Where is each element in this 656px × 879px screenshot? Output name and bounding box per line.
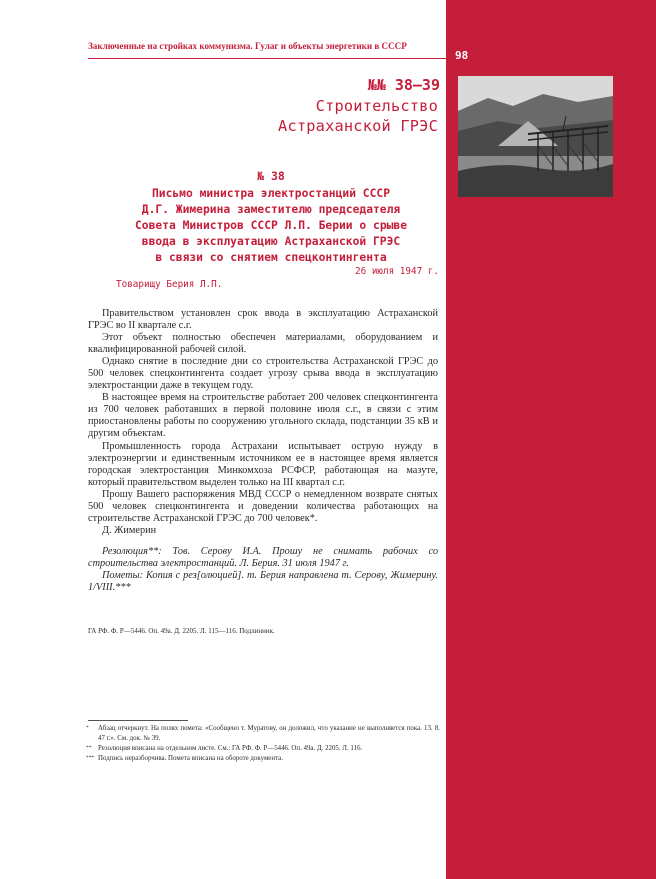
- document-number: № 38: [257, 169, 285, 183]
- running-header: Заключенные на стройках коммунизма. Гулаг и объекты энергетики в СССР: [88, 41, 407, 51]
- footnote-mark: ***: [86, 755, 95, 761]
- letter-body: [88, 308, 438, 594]
- footnote-mark: *: [86, 725, 89, 731]
- footnote: [88, 724, 440, 744]
- document-title-line: ввода в эксплуатацию Астраханской ГРЭС: [141, 235, 401, 248]
- addressee: Товарищу Берия Л.П.: [116, 279, 223, 290]
- section-title-line: Астраханской ГРЭС: [278, 117, 438, 135]
- section-title-line: Строительство: [315, 97, 438, 115]
- document-title-line: Д.Г. Жимерина заместителю председателя: [141, 203, 401, 216]
- paragraph: Однако снятие в последние дни со строительства Астраханской ГРЭС до 500 человек спецконтингента создает угрозу срыва ввода в эксплуатацию электростанции даже в текущем году.: [88, 356, 438, 392]
- section-doc-range: №№ 38–39: [367, 76, 440, 94]
- footnotes: [88, 724, 440, 764]
- paragraph: Промышленность города Астрахани испытывает острую нужду в электроэнергии и единственным источником ее в настоящее время является городская электростанция Минкомхоза РСФСР, работающая на мазуте, который правительством выделен только на III квартал с.г.: [88, 440, 438, 488]
- footnote-divider: [88, 720, 188, 721]
- document-title-line: в связи со снятием спецконтингента: [155, 251, 387, 264]
- page-number: 98: [455, 49, 469, 62]
- resolution: Резолюция**: Тов. Серову И.А. Прошу не снимать рабочих со строительства электростанций. Л. Берия. 31 июля 1947 г.: [88, 545, 438, 569]
- paragraph: Правительством установлен срок ввода в эксплуатацию Астраханской ГРЭС во II квартале с.г.: [88, 308, 438, 332]
- signature: Д. Жимерин: [102, 524, 157, 536]
- document-title-line: Письмо министра электростанций СССР: [151, 187, 391, 200]
- footnote-text: Абзац отчеркнут. На полях помета: «Сообщено т. Муратову, он доложил, что указание не выполняется пока. 13. 8. 47 г.». См. док. № 39.: [98, 725, 440, 742]
- document-title-line: Совета Министров СССР Л.П. Берии о срыве: [134, 219, 408, 232]
- archive-source: ГА РФ. Ф. Р—5446. Оп. 49а. Д. 2205. Л. 115—116. Подлинник.: [88, 627, 275, 635]
- header-divider: [88, 58, 446, 59]
- footnote-text: Резолюция вписана на отдельном листе. См.: ГА РФ. Ф. Р—5446. Оп. 49а. Д. 2205. Л. 116.: [98, 745, 363, 752]
- footnote: [88, 744, 440, 754]
- paragraph: В настоящее время на строительстве работает 200 человек спецконтингента из 700 человек работавших в первой половине июля с.г., в связи с этим приостановлены работы по сооружению угольного склада, подстанции 35 кВ и другим объектам.: [88, 392, 438, 440]
- notes: Пометы: Копия с рез[олюцией]. т. Берия направлена т. Серову, Жимерину. 1/VIII.***: [88, 569, 438, 594]
- footnote: [88, 754, 440, 764]
- paragraph: Этот объект полностью обеспечен материалами, оборудованием и квалифицированной рабочей силой.: [88, 332, 438, 356]
- footnote-text: Подпись неразборчива. Помета вписана на обороте документа.: [98, 755, 283, 762]
- document-date: 26 июля 1947 г.: [355, 266, 439, 277]
- footnote-mark: **: [86, 745, 92, 751]
- paragraph: Прошу Вашего распоряжения МВД СССР о немедленном возврате снятых 500 человек спецконтингента и доведении количества работающих на строительстве Астраханской ГРЭС до 700 человек*.: [88, 488, 438, 524]
